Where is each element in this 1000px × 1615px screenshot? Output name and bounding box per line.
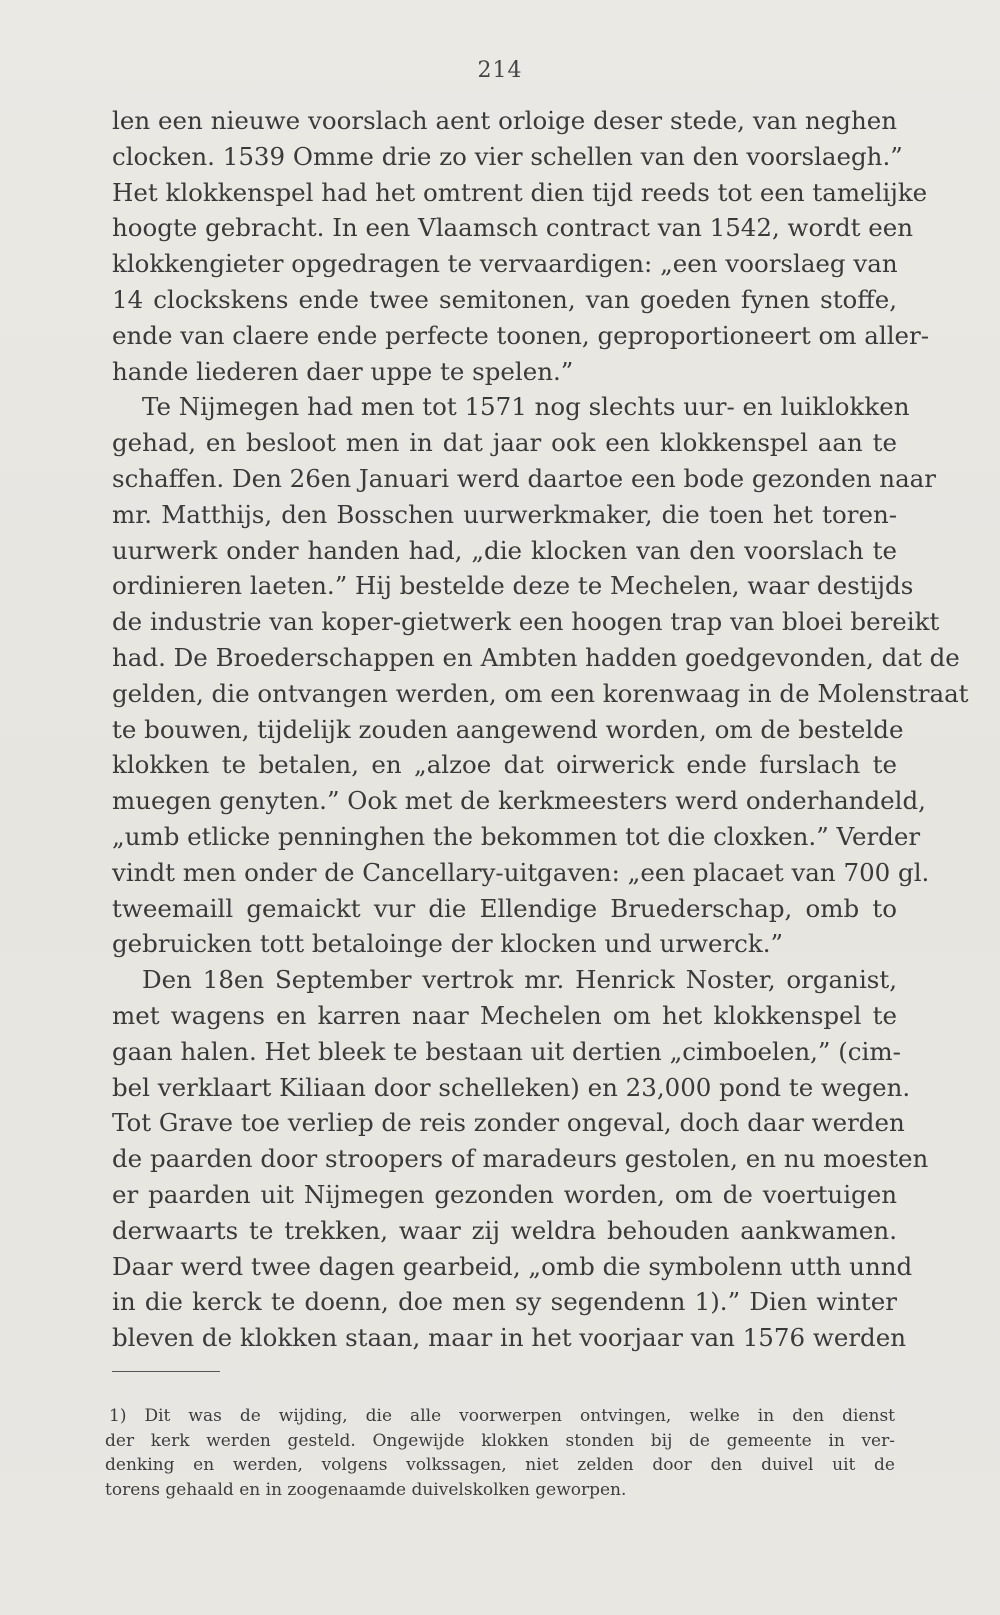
text-line: derwaarts te trekken, waar zij weldra behouden aankwamen. [112, 1215, 897, 1245]
text-line: had. De Broederschappen en Ambten hadden goedgevonden, dat de [112, 642, 960, 672]
text-line: ordinieren laeten.” Hij bestelde deze te Mechelen, waar destijds [112, 571, 914, 601]
text-line: „umb etlicke penninghen the bekommen tot die cloxken.” Verder [112, 821, 921, 851]
text-line: 14 clockskens ende twee semitonen, van goeden fynen stoffe, [112, 284, 897, 314]
text-line: clocken. 1539 Omme drie zo vier schellen van den voorslaegh.” [112, 141, 903, 171]
text-line: Daar werd twee dagen gearbeid, „omb die symbolenn utth unnd [112, 1251, 913, 1281]
text-line: gaan halen. Het bleek te bestaan uit dertien „cimboelen,” (cim- [112, 1036, 901, 1066]
paragraph-3 [112, 962, 929, 1356]
text-line: hande liederen daer uppe te spelen.” [112, 356, 574, 386]
text-line: de paarden door stroopers of maradeurs gestolen, en nu moesten [112, 1144, 929, 1174]
paragraph-1 [112, 103, 930, 389]
text-line: hoogte gebracht. In een Vlaamsch contract van 1542, wordt een [112, 213, 914, 243]
text-line: bleven de klokken staan, maar in het voorjaar van 1576 werden [112, 1323, 906, 1353]
footnote-line: 1) Dit was de wijding, die alle voorwerpen ontvingen, welke in den dienst [109, 1406, 895, 1426]
text-line: vindt men onder de Cancellary-uitgaven: „een placaet van 700 gl. [112, 857, 930, 887]
text-line: Den 18en September vertrok mr. Henrick Noster, organist, [142, 965, 897, 995]
text-line: len een nieuwe voorslach aent orloige deser stede, van neghen [112, 106, 897, 135]
text-line: bel verklaart Kiliaan door schelleken) en 23,000 pond te wegen. [112, 1072, 911, 1102]
text-line: Het klokkenspel had het omtrent dien tijd reeds tot een tamelijke [112, 177, 928, 207]
footnote-line: torens gehaald en in zoogenaamde duivelskolken geworpen. [105, 1479, 627, 1500]
text-line: tweemaill gemaickt vur die Ellendige Bruederschap, omb to [112, 893, 897, 923]
text-line: er paarden uit Nijmegen gezonden worden, om de voertuigen [112, 1179, 897, 1209]
text-line: gebruicken tott betaloinge der klocken und urwerck.” [112, 929, 784, 959]
text-line: de industrie van koper-gietwerk een hoogen trap van bloei bereikt [112, 607, 940, 637]
text-line: te bouwen, tijdelijk zouden aangewend worden, om de bestelde [112, 714, 904, 744]
text-line: Tot Grave toe verliep de reis zonder ongeval, doch daar werden [112, 1108, 905, 1138]
text-line: schaffen. Den 26en Januari werd daartoe een bode gezonden naar [112, 463, 937, 493]
text-line: Te Nijmegen had men tot 1571 nog slechts uur- en luiklokken [142, 392, 910, 422]
text-line: klokken te betalen, en „alzoe dat oirwerick ende furslach te [112, 750, 897, 780]
text-line: mr. Matthijs, den Bosschen uurwerkmaker, die toen het toren- [112, 499, 897, 529]
text-line: klokkengieter opgedragen te vervaardigen: „een voorslaeg van [112, 249, 898, 279]
footnote-line: denking en werden, volgens volkssagen, niet zelden door den duivel uit de [105, 1455, 895, 1475]
paragraph-2 [112, 389, 969, 962]
text-line: met wagens en karren naar Mechelen om het klokkenspel te [112, 1000, 897, 1030]
page-number: 214 [477, 58, 523, 83]
footnote-divider [112, 1371, 220, 1372]
text-line: ende van claere ende perfecte toonen, geproportioneert om aller- [112, 320, 930, 350]
text-line: gelden, die ontvangen werden, om een korenwaag in de Molenstraat [112, 678, 969, 708]
text-line: muegen genyten.” Ook met de kerkmeesters werd onderhandeld, [112, 786, 926, 816]
main-text [112, 103, 969, 1356]
text-line: uurwerk onder handen had, „die klocken van den voorslach te [112, 535, 897, 565]
footnote [105, 1404, 895, 1502]
text-line: in die kerck te doenn, doe men sy segendenn 1).” Dien winter [112, 1287, 897, 1317]
text-line: gehad, en besloot men in dat jaar ook een klokkenspel aan te [112, 428, 897, 458]
footnote-line: der kerk werden gesteld. Ongewijde klokken stonden bij de gemeente in ver- [105, 1430, 895, 1451]
